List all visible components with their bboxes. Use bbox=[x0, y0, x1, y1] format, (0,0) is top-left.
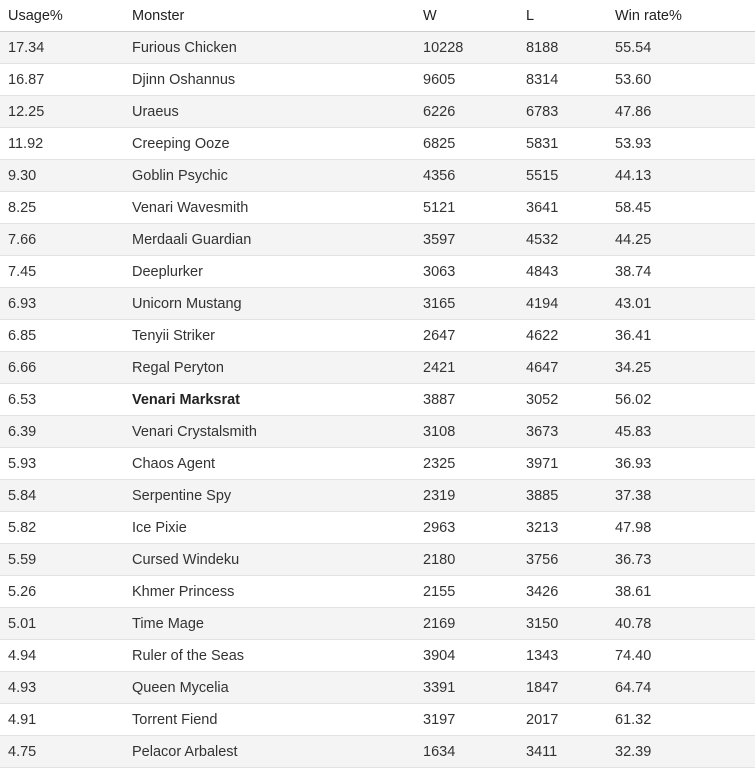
cell-usage: 6.66 bbox=[0, 352, 124, 384]
cell-win-rate: 53.93 bbox=[607, 128, 755, 160]
cell-losses: 6783 bbox=[518, 96, 607, 128]
cell-usage: 5.59 bbox=[0, 544, 124, 576]
cell-wins: 3197 bbox=[415, 704, 518, 736]
cell-win-rate: 74.40 bbox=[607, 640, 755, 672]
cell-monster: Djinn Oshannus bbox=[124, 64, 415, 96]
cell-win-rate: 37.38 bbox=[607, 480, 755, 512]
cell-losses: 4532 bbox=[518, 224, 607, 256]
table-row bbox=[0, 672, 755, 704]
cell-usage: 6.53 bbox=[0, 384, 124, 416]
cell-wins: 6226 bbox=[415, 96, 518, 128]
cell-win-rate: 47.98 bbox=[607, 512, 755, 544]
cell-win-rate: 56.02 bbox=[607, 384, 755, 416]
cell-monster: Unicorn Mustang bbox=[124, 288, 415, 320]
cell-wins: 2180 bbox=[415, 544, 518, 576]
cell-losses: 4622 bbox=[518, 320, 607, 352]
cell-usage: 4.75 bbox=[0, 736, 124, 768]
cell-wins: 3904 bbox=[415, 640, 518, 672]
cell-monster: Venari Wavesmith bbox=[124, 192, 415, 224]
cell-wins: 2169 bbox=[415, 608, 518, 640]
cell-wins: 3887 bbox=[415, 384, 518, 416]
table-row bbox=[0, 512, 755, 544]
table-row bbox=[0, 64, 755, 96]
cell-usage: 4.93 bbox=[0, 672, 124, 704]
cell-monster: Creeping Ooze bbox=[124, 128, 415, 160]
cell-losses: 3426 bbox=[518, 576, 607, 608]
table-row bbox=[0, 256, 755, 288]
cell-usage: 11.92 bbox=[0, 128, 124, 160]
cell-monster: Torrent Fiend bbox=[124, 704, 415, 736]
cell-monster: Pelacor Arbalest bbox=[124, 736, 415, 768]
cell-losses: 4843 bbox=[518, 256, 607, 288]
table-row bbox=[0, 192, 755, 224]
cell-losses: 3213 bbox=[518, 512, 607, 544]
cell-losses: 3150 bbox=[518, 608, 607, 640]
cell-wins: 9605 bbox=[415, 64, 518, 96]
table-row bbox=[0, 352, 755, 384]
cell-wins: 2421 bbox=[415, 352, 518, 384]
cell-win-rate: 45.83 bbox=[607, 416, 755, 448]
cell-win-rate: 44.25 bbox=[607, 224, 755, 256]
cell-win-rate: 58.45 bbox=[607, 192, 755, 224]
cell-wins: 5121 bbox=[415, 192, 518, 224]
cell-wins: 3108 bbox=[415, 416, 518, 448]
cell-losses: 8314 bbox=[518, 64, 607, 96]
cell-wins: 3391 bbox=[415, 672, 518, 704]
table-row bbox=[0, 704, 755, 736]
cell-losses: 1847 bbox=[518, 672, 607, 704]
header-usage[interactable]: Usage% bbox=[0, 0, 124, 32]
table-row bbox=[0, 320, 755, 352]
table-row bbox=[0, 384, 755, 416]
table-row bbox=[0, 736, 755, 768]
table-row bbox=[0, 448, 755, 480]
cell-usage: 7.45 bbox=[0, 256, 124, 288]
table-row bbox=[0, 608, 755, 640]
cell-wins: 2319 bbox=[415, 480, 518, 512]
cell-monster: Time Mage bbox=[124, 608, 415, 640]
cell-losses: 5831 bbox=[518, 128, 607, 160]
cell-monster: Furious Chicken bbox=[124, 32, 415, 64]
cell-wins: 3063 bbox=[415, 256, 518, 288]
cell-losses: 5515 bbox=[518, 160, 607, 192]
cell-monster: Merdaali Guardian bbox=[124, 224, 415, 256]
table-row bbox=[0, 416, 755, 448]
cell-losses: 3971 bbox=[518, 448, 607, 480]
cell-usage: 17.34 bbox=[0, 32, 124, 64]
cell-losses: 4647 bbox=[518, 352, 607, 384]
cell-win-rate: 32.39 bbox=[607, 736, 755, 768]
cell-usage: 5.26 bbox=[0, 576, 124, 608]
cell-usage: 6.93 bbox=[0, 288, 124, 320]
cell-usage: 6.39 bbox=[0, 416, 124, 448]
cell-win-rate: 55.54 bbox=[607, 32, 755, 64]
cell-losses: 3641 bbox=[518, 192, 607, 224]
cell-usage: 5.93 bbox=[0, 448, 124, 480]
cell-usage: 5.01 bbox=[0, 608, 124, 640]
cell-monster: Deeplurker bbox=[124, 256, 415, 288]
cell-usage: 6.85 bbox=[0, 320, 124, 352]
cell-monster: Venari Crystalsmith bbox=[124, 416, 415, 448]
table-row bbox=[0, 160, 755, 192]
cell-monster: Ice Pixie bbox=[124, 512, 415, 544]
cell-losses: 3673 bbox=[518, 416, 607, 448]
cell-win-rate: 43.01 bbox=[607, 288, 755, 320]
cell-wins: 4356 bbox=[415, 160, 518, 192]
cell-losses: 3756 bbox=[518, 544, 607, 576]
cell-usage: 16.87 bbox=[0, 64, 124, 96]
cell-wins: 2647 bbox=[415, 320, 518, 352]
cell-wins: 3165 bbox=[415, 288, 518, 320]
cell-usage: 8.25 bbox=[0, 192, 124, 224]
cell-win-rate: 64.74 bbox=[607, 672, 755, 704]
table-row bbox=[0, 576, 755, 608]
cell-losses: 3052 bbox=[518, 384, 607, 416]
cell-win-rate: 34.25 bbox=[607, 352, 755, 384]
cell-usage: 4.94 bbox=[0, 640, 124, 672]
cell-win-rate: 36.41 bbox=[607, 320, 755, 352]
header-win-rate[interactable]: Win rate% bbox=[607, 0, 755, 32]
cell-monster: Venari Marksrat bbox=[124, 384, 415, 416]
cell-wins: 2325 bbox=[415, 448, 518, 480]
cell-losses: 1343 bbox=[518, 640, 607, 672]
cell-monster: Uraeus bbox=[124, 96, 415, 128]
cell-monster: Goblin Psychic bbox=[124, 160, 415, 192]
cell-wins: 10228 bbox=[415, 32, 518, 64]
table-row bbox=[0, 96, 755, 128]
table-row bbox=[0, 480, 755, 512]
table-row bbox=[0, 288, 755, 320]
cell-wins: 2155 bbox=[415, 576, 518, 608]
cell-win-rate: 36.93 bbox=[607, 448, 755, 480]
cell-monster: Queen Mycelia bbox=[124, 672, 415, 704]
cell-monster: Cursed Windeku bbox=[124, 544, 415, 576]
cell-losses: 3411 bbox=[518, 736, 607, 768]
table-header bbox=[0, 0, 755, 32]
cell-usage: 7.66 bbox=[0, 224, 124, 256]
table-row bbox=[0, 544, 755, 576]
header-row bbox=[0, 0, 755, 32]
cell-losses: 8188 bbox=[518, 32, 607, 64]
table-row bbox=[0, 128, 755, 160]
cell-losses: 4194 bbox=[518, 288, 607, 320]
cell-win-rate: 61.32 bbox=[607, 704, 755, 736]
cell-monster: Serpentine Spy bbox=[124, 480, 415, 512]
cell-monster: Chaos Agent bbox=[124, 448, 415, 480]
cell-win-rate: 47.86 bbox=[607, 96, 755, 128]
header-losses[interactable]: L bbox=[518, 0, 607, 32]
cell-usage: 4.91 bbox=[0, 704, 124, 736]
cell-losses: 3885 bbox=[518, 480, 607, 512]
cell-wins: 3597 bbox=[415, 224, 518, 256]
cell-usage: 5.82 bbox=[0, 512, 124, 544]
cell-win-rate: 53.60 bbox=[607, 64, 755, 96]
header-wins[interactable]: W bbox=[415, 0, 518, 32]
header-monster[interactable]: Monster bbox=[124, 0, 415, 32]
table-row bbox=[0, 640, 755, 672]
cell-wins: 6825 bbox=[415, 128, 518, 160]
cell-usage: 12.25 bbox=[0, 96, 124, 128]
cell-monster: Tenyii Striker bbox=[124, 320, 415, 352]
cell-win-rate: 38.74 bbox=[607, 256, 755, 288]
cell-win-rate: 38.61 bbox=[607, 576, 755, 608]
cell-monster: Khmer Princess bbox=[124, 576, 415, 608]
cell-monster: Regal Peryton bbox=[124, 352, 415, 384]
cell-wins: 1634 bbox=[415, 736, 518, 768]
cell-win-rate: 44.13 bbox=[607, 160, 755, 192]
cell-win-rate: 40.78 bbox=[607, 608, 755, 640]
table-row bbox=[0, 32, 755, 64]
cell-win-rate: 36.73 bbox=[607, 544, 755, 576]
cell-losses: 2017 bbox=[518, 704, 607, 736]
table-body bbox=[0, 32, 755, 768]
table-row bbox=[0, 224, 755, 256]
cell-monster: Ruler of the Seas bbox=[124, 640, 415, 672]
cell-wins: 2963 bbox=[415, 512, 518, 544]
cell-usage: 5.84 bbox=[0, 480, 124, 512]
cell-usage: 9.30 bbox=[0, 160, 124, 192]
